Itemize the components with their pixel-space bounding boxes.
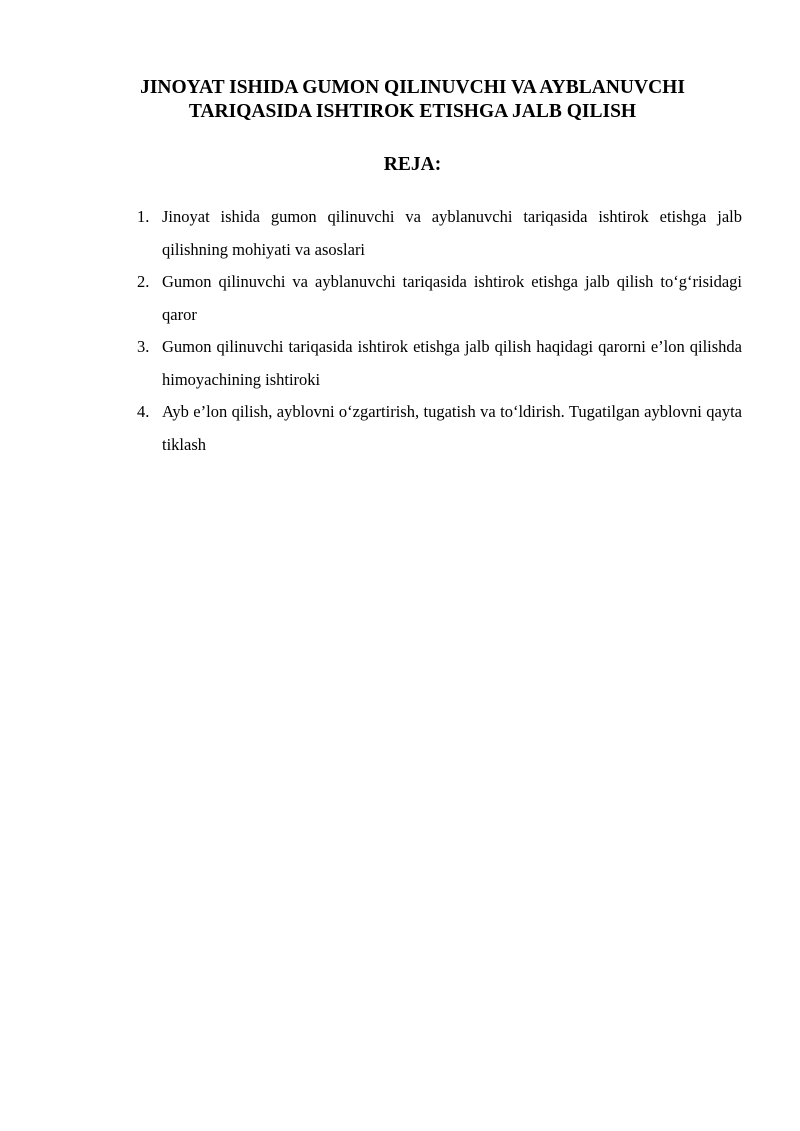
document-title-line-2: TARIQASIDA ISHTIROK ETISHGA JALB QILISH	[188, 101, 637, 122]
plan-item-2	[0, 266, 800, 331]
plan-list	[0, 201, 800, 461]
plan-item-text: Gumon qilinuvchi va ayblanuvchi tariqasida ishtirok etishga jalb qilish to‘g‘risidagi qaror	[162, 272, 742, 324]
plan-item-text: Ayb e’lon qilish, ayblovni o‘zgartirish, tugatish va to‘ldirish. Tugatilgan ayblovni qayta tiklash	[162, 402, 742, 454]
document-title	[80, 76, 745, 124]
plan-item-4	[0, 396, 800, 461]
document-title-line-1: JINOYAT ISHIDA GUMON QILINUVCHI VA AYBLANUVCHI	[140, 77, 685, 98]
plan-heading: REJA:	[383, 154, 442, 175]
plan-item-number: 3.	[137, 337, 150, 356]
plan-item-1	[0, 201, 800, 266]
plan-item-text: Gumon qilinuvchi tariqasida ishtirok etishga jalb qilish haqidagi qarorni e’lon qilishda himoyachining ishtiroki	[162, 337, 742, 389]
plan-item-number: 2.	[137, 272, 150, 291]
plan-item-text: Jinoyat ishida gumon qilinuvchi va ayblanuvchi tariqasida ishtirok etishga jalb qilishning mohiyati va asoslari	[162, 207, 742, 259]
plan-item-number: 1.	[137, 207, 150, 226]
plan-item-3	[0, 331, 800, 396]
plan-item-number: 4.	[137, 402, 150, 421]
